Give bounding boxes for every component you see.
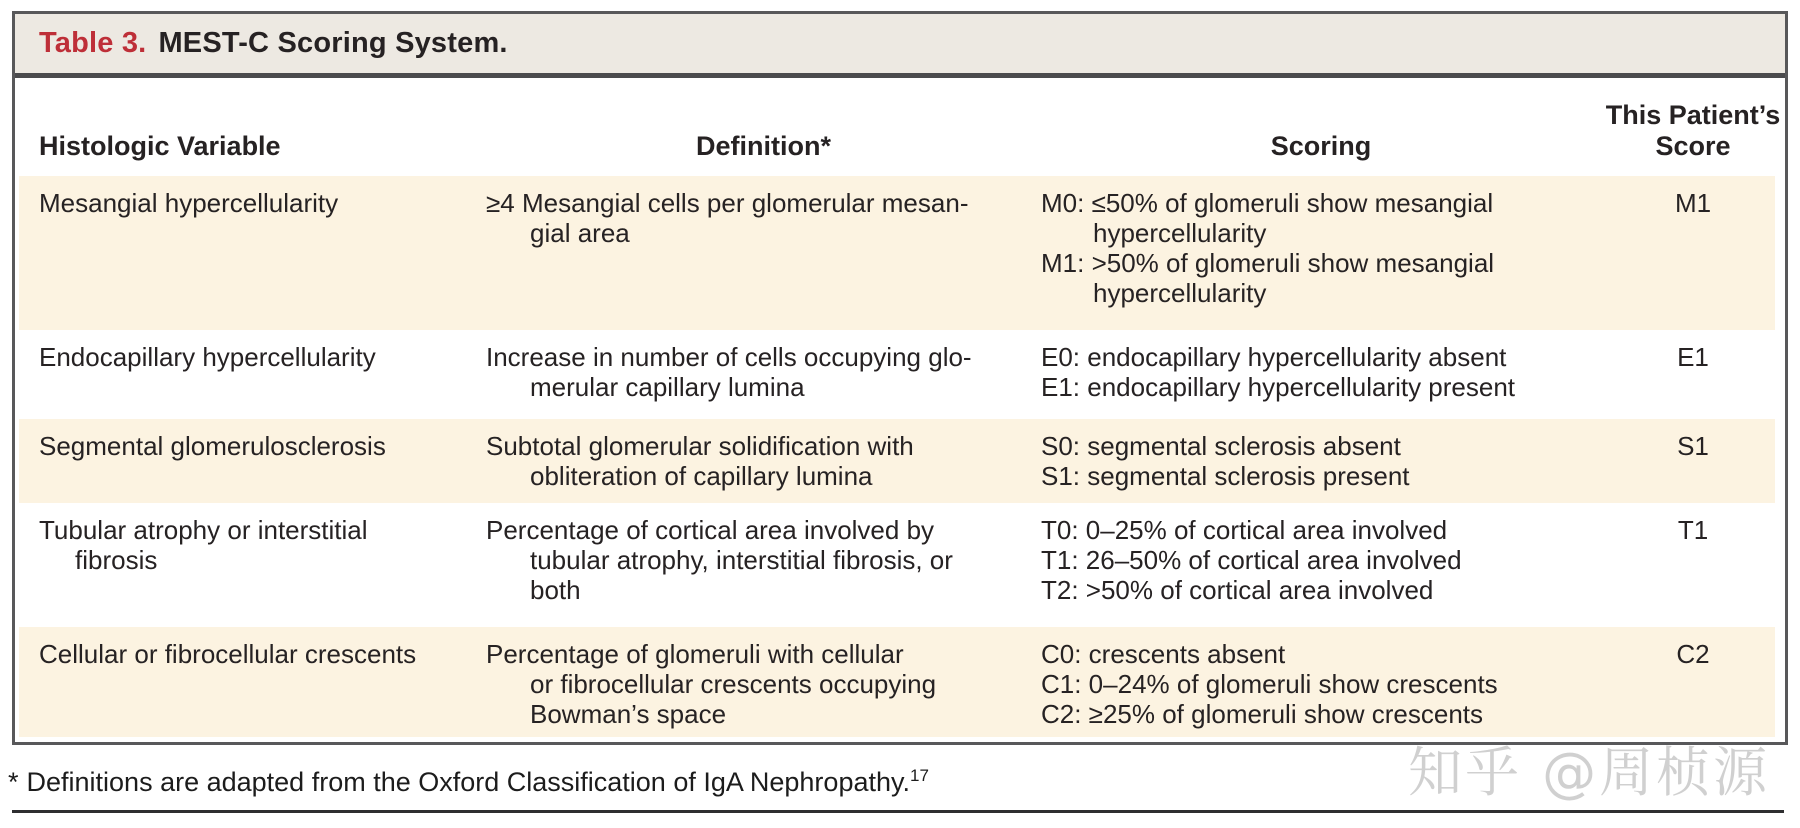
scoring-cell [1041, 431, 1601, 503]
text-line: Endocapillary hypercellularity [39, 342, 376, 372]
text-line: S1: segmental sclerosis present [1041, 461, 1410, 491]
table-header-row [15, 78, 1785, 176]
definition-cell [486, 342, 1041, 419]
definition-cell [486, 639, 1041, 737]
column-header-patient-score [1601, 100, 1785, 162]
text-line: C2: ≥25% of glomeruli show crescents [1041, 699, 1484, 729]
footnote-marker: * [8, 767, 19, 797]
text-line: Subtotal glomerular solidification with [486, 431, 914, 461]
definition-cell [486, 431, 1041, 503]
scoring-cell [1041, 515, 1601, 627]
text-line: obliteration of capillary lumina [530, 461, 873, 491]
scoring-cell [1041, 188, 1601, 330]
bottom-rule [12, 810, 1784, 813]
text-line: fibrosis [75, 545, 158, 575]
patient-score: T1 [1677, 515, 1709, 545]
text-line: T1: 26–50% of cortical area involved [1041, 545, 1462, 575]
table-row [15, 176, 1785, 330]
table-row [15, 503, 1785, 627]
text-line: merular capillary lumina [530, 372, 805, 402]
text-line: T2: >50% of cortical area involved [1041, 575, 1434, 605]
text-line: Mesangial hypercellularity [39, 188, 339, 218]
table-number-label: Table 3. [39, 27, 147, 59]
table-title-bar [15, 14, 1785, 78]
variable-cell [39, 431, 486, 503]
scoring-cell [1041, 342, 1601, 419]
variable-cell [39, 342, 486, 419]
text-line: Increase in number of cells occupying glo- [486, 342, 972, 372]
definition-cell [486, 515, 1041, 627]
footnote-reference: 17 [910, 766, 929, 785]
text-line: T0: 0–25% of cortical area involved [1041, 515, 1448, 545]
patient-score: M1 [1674, 188, 1712, 218]
definition-cell [486, 188, 1041, 330]
text-line: M1: >50% of glomeruli show mesangial [1041, 248, 1495, 278]
text-line: gial area [530, 218, 630, 248]
text-line: ≥4 Mesangial cells per glomerular mesan- [486, 188, 969, 218]
text-line: Tubular atrophy or interstitial [39, 515, 368, 545]
text-line: E0: endocapillary hypercellularity absent [1041, 342, 1507, 372]
table-row [15, 627, 1785, 737]
footnote-text: Definitions are adapted from the Oxford Classification of IgA Nephropathy. [26, 767, 910, 797]
variable-cell [39, 188, 486, 330]
text-line: M0: ≤50% of glomeruli show mesangial [1041, 188, 1494, 218]
column-header-definition: Definition* [696, 131, 831, 161]
text-line: Bowman’s space [530, 699, 727, 729]
text-line: C0: crescents absent [1041, 639, 1286, 669]
text-line: C1: 0–24% of glomeruli show crescents [1041, 669, 1498, 699]
table-row [15, 419, 1785, 503]
patient-score: C2 [1676, 639, 1710, 669]
watermark: 知乎 @周桢源 [1408, 741, 1771, 804]
text-line: or fibrocellular crescents occupying [530, 669, 937, 699]
table-card [12, 11, 1788, 745]
text-line: Cellular or fibrocellular crescents [39, 639, 417, 669]
table-rows [15, 176, 1785, 737]
text-line: tubular atrophy, interstitial fibrosis, or [530, 545, 953, 575]
text-line: hypercellularity [1093, 218, 1267, 248]
text-line: Segmental glomerulosclerosis [39, 431, 386, 461]
patient-score: S1 [1677, 431, 1709, 461]
text-line: Percentage of glomeruli with cellular [486, 639, 904, 669]
variable-cell [39, 515, 486, 627]
table-title: MEST-C Scoring System. [158, 27, 508, 59]
text-line: Percentage of cortical area involved by [486, 515, 935, 545]
text-line: S0: segmental sclerosis absent [1041, 431, 1401, 461]
patient-score-header-line2: Score [1655, 131, 1731, 161]
column-header-scoring: Scoring [1270, 131, 1372, 161]
table-footnote [8, 766, 929, 798]
text-line: both [530, 575, 581, 605]
column-header-histologic-variable: Histologic Variable [39, 131, 281, 161]
table-row [15, 330, 1785, 419]
variable-cell [39, 639, 486, 737]
text-line: hypercellularity [1093, 278, 1267, 308]
scoring-cell [1041, 639, 1601, 737]
patient-score-header-line1: This Patient’s [1605, 100, 1781, 130]
patient-score: E1 [1677, 342, 1709, 372]
text-line: E1: endocapillary hypercellularity present [1041, 372, 1516, 402]
